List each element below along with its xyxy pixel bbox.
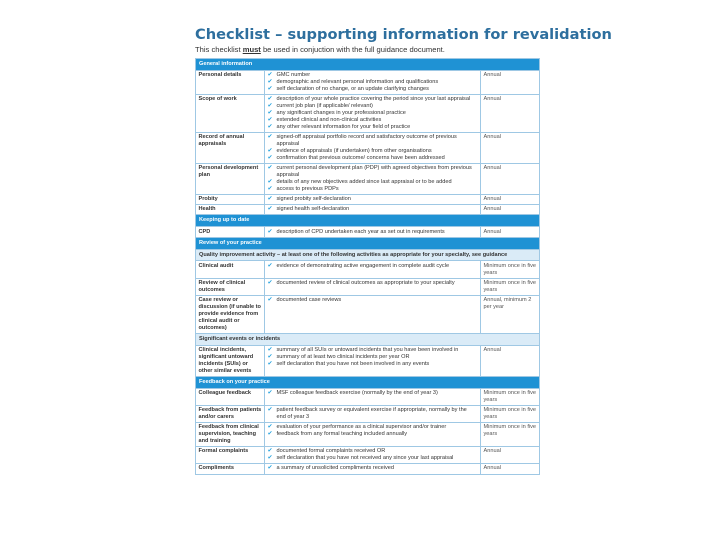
checklist-item-text: evaluation of your performance as a clinical supervisor and/or trainer bbox=[276, 424, 447, 431]
check-icon: ✔ bbox=[267, 79, 273, 85]
section-label: Significant events or incidents bbox=[196, 333, 540, 345]
row-items bbox=[265, 261, 481, 278]
row-items bbox=[265, 422, 481, 446]
section-label: Quality improvement activity – at least one of the following activities as appropriate for your specialty, see guidance bbox=[196, 249, 540, 261]
row-label: CPD bbox=[196, 227, 265, 237]
check-icon: ✔ bbox=[267, 196, 273, 203]
checklist-item bbox=[268, 103, 478, 110]
checklist-item-text: evidence of demonstrating active engagement in complete audit cycle bbox=[276, 262, 450, 269]
row-items bbox=[265, 388, 481, 405]
page-subtitle bbox=[195, 45, 539, 54]
checklist-item-text: description of CPD undertaken each year as set out in requirements bbox=[276, 228, 445, 235]
row-frequency: Annual bbox=[481, 163, 540, 194]
row-label: Feedback from clinical supervision, teaching and training bbox=[196, 422, 265, 446]
checklist-item-text: evidence of appraisals (if undertaken) from other organisations bbox=[276, 147, 432, 154]
subtitle-after: be used in conjuction with the full guidance document. bbox=[260, 45, 445, 54]
checklist-item bbox=[268, 297, 478, 304]
section-label: Review of your practice bbox=[196, 237, 540, 249]
checklist-item bbox=[268, 155, 478, 162]
checklist-item bbox=[268, 347, 478, 354]
section-header bbox=[196, 237, 540, 249]
section-header bbox=[196, 215, 540, 227]
checklist-item-text: any significant changes in your professional practice bbox=[276, 110, 406, 116]
checklist-item bbox=[268, 72, 478, 79]
checklist-item-text: self declaration that you have not been involved in any events bbox=[276, 360, 430, 367]
table-row bbox=[196, 205, 540, 215]
row-items bbox=[265, 295, 481, 333]
check-icon: ✔ bbox=[267, 448, 273, 455]
table-row bbox=[196, 163, 540, 194]
row-frequency: Minimum once in five years bbox=[481, 422, 540, 446]
checklist-item-text: signed probity self-declaration bbox=[276, 196, 351, 203]
row-label: Clinical audit bbox=[196, 261, 265, 278]
check-icon: ✔ bbox=[267, 279, 273, 286]
checklist-item-text: access to previous PDPs bbox=[276, 185, 339, 192]
row-frequency: Annual bbox=[481, 464, 540, 474]
row-items bbox=[265, 464, 481, 474]
check-icon: ✔ bbox=[267, 206, 273, 213]
checklist-item-text: summary of at least two clinical incidents per year OR bbox=[276, 353, 410, 360]
row-label: Personal details bbox=[196, 70, 265, 94]
check-icon: ✔ bbox=[267, 154, 273, 161]
check-icon: ✔ bbox=[267, 110, 273, 116]
checklist-item bbox=[268, 424, 478, 431]
checklist-item bbox=[268, 465, 478, 472]
checklist-item bbox=[268, 165, 478, 179]
checklist-item-text: summary of all SUIs or untoward incidents that you have been involved in bbox=[276, 346, 459, 353]
row-frequency: Annual bbox=[481, 70, 540, 94]
subsection-header bbox=[196, 249, 540, 261]
checklist-table bbox=[195, 58, 540, 475]
row-label: Record of annual appraisals bbox=[196, 132, 265, 163]
table-row bbox=[196, 132, 540, 163]
table-row bbox=[196, 464, 540, 474]
row-frequency: Minimum once in five years bbox=[481, 261, 540, 278]
table-row bbox=[196, 261, 540, 278]
subtitle-before: This checklist bbox=[195, 45, 243, 54]
subtitle-emphasis: must bbox=[242, 45, 261, 54]
table-row bbox=[196, 422, 540, 446]
checklist-item bbox=[268, 134, 478, 148]
checklist-item-text: demographic and relevant personal information and qualifications bbox=[276, 79, 439, 85]
section-header bbox=[196, 59, 540, 71]
check-icon: ✔ bbox=[267, 431, 273, 438]
checklist-item bbox=[268, 448, 478, 455]
check-icon: ✔ bbox=[267, 165, 273, 172]
check-icon: ✔ bbox=[267, 116, 273, 123]
row-frequency: Annual bbox=[481, 95, 540, 133]
row-items bbox=[265, 95, 481, 133]
table-row bbox=[196, 70, 540, 94]
checklist-item-text: details of any new objectives added since last appraisal or to be added bbox=[276, 178, 452, 185]
table-row bbox=[196, 405, 540, 422]
page-title: Checklist – supporting information for revalidation bbox=[195, 26, 612, 43]
checklist-item-text: signed-off appraisal portfolio record and satisfactory outcome of previous appraisal bbox=[276, 134, 457, 147]
check-icon: ✔ bbox=[267, 185, 273, 192]
checklist-item bbox=[268, 186, 478, 193]
table-row bbox=[196, 95, 540, 133]
check-icon: ✔ bbox=[267, 262, 273, 269]
check-icon: ✔ bbox=[267, 228, 273, 235]
checklist-item-text: any other relevant information for your field of practice bbox=[276, 123, 411, 130]
checklist-item bbox=[268, 390, 478, 397]
row-items bbox=[265, 205, 481, 215]
row-label: Colleague feedback bbox=[196, 388, 265, 405]
checklist-item bbox=[268, 86, 478, 93]
row-frequency: Minimum once in five years bbox=[481, 278, 540, 295]
row-label: Formal complaints bbox=[196, 447, 265, 464]
checklist-item bbox=[268, 229, 478, 236]
row-label: Review of clinical outcomes bbox=[196, 278, 265, 295]
row-frequency: Annual bbox=[481, 345, 540, 376]
section-label: General information bbox=[196, 59, 540, 71]
check-icon: ✔ bbox=[267, 455, 273, 462]
check-icon: ✔ bbox=[267, 147, 273, 154]
row-items bbox=[265, 345, 481, 376]
checklist-item bbox=[268, 179, 478, 186]
checklist-item bbox=[268, 110, 478, 117]
row-frequency: Annual bbox=[481, 447, 540, 464]
row-items bbox=[265, 194, 481, 204]
row-label: Health bbox=[196, 205, 265, 215]
checklist-item-text: documented formal complaints received OR bbox=[276, 448, 386, 455]
checklist-item bbox=[268, 124, 478, 131]
checklist-item bbox=[268, 431, 478, 438]
checklist-item-text: description of your whole practice covering the period since your last appraisal bbox=[276, 96, 471, 103]
table-row bbox=[196, 388, 540, 405]
row-label: Clinical incidents, significant untoward incidents (SUIs) or other similar events bbox=[196, 345, 265, 376]
check-icon: ✔ bbox=[267, 424, 273, 431]
row-frequency: Annual bbox=[481, 205, 540, 215]
checklist-item-text: current personal development plan (PDP) with agreed objectives from previous appraisal bbox=[276, 165, 472, 178]
checklist-item bbox=[268, 361, 478, 368]
row-label: Probity bbox=[196, 194, 265, 204]
row-label: Personal development plan bbox=[196, 163, 265, 194]
check-icon: ✔ bbox=[267, 346, 273, 353]
check-icon: ✔ bbox=[267, 123, 273, 130]
row-frequency: Minimum once in five years bbox=[481, 405, 540, 422]
check-icon: ✔ bbox=[267, 389, 273, 396]
checklist-item bbox=[268, 206, 478, 213]
check-icon: ✔ bbox=[267, 96, 273, 103]
check-icon: ✔ bbox=[267, 85, 273, 92]
row-label: Case review or discussion (if unable to provide evidence from clinical audit or outcomes) bbox=[196, 295, 265, 333]
checklist-item bbox=[268, 407, 478, 421]
row-items bbox=[265, 227, 481, 237]
table-row bbox=[196, 227, 540, 237]
table-row bbox=[196, 447, 540, 464]
section-label: Feedback on your practice bbox=[196, 376, 540, 388]
table-row bbox=[196, 194, 540, 204]
row-frequency: Annual bbox=[481, 132, 540, 163]
section-label: Keeping up to date bbox=[196, 215, 540, 227]
checklist-item-text: confirmation that previous outcome/ concerns have been addressed bbox=[276, 154, 445, 161]
row-items bbox=[265, 132, 481, 163]
checklist-item bbox=[268, 79, 478, 86]
checklist-item-text: feedback from any formal teaching included annually bbox=[276, 431, 408, 438]
document-page bbox=[195, 26, 612, 475]
checklist-item-text: MSF colleague feedback exercise (normally by the end of year 3) bbox=[276, 389, 438, 396]
check-icon: ✔ bbox=[267, 360, 273, 367]
check-icon: ✔ bbox=[267, 406, 273, 413]
row-frequency: Annual bbox=[481, 194, 540, 204]
checklist-item-text: signed health self-declaration bbox=[276, 206, 350, 213]
checklist-item bbox=[268, 148, 478, 155]
row-label: Compliments bbox=[196, 464, 265, 474]
check-icon: ✔ bbox=[267, 72, 273, 79]
checklist-item bbox=[268, 117, 478, 124]
table-row bbox=[196, 295, 540, 333]
check-icon: ✔ bbox=[267, 297, 273, 304]
table-row bbox=[196, 345, 540, 376]
row-items bbox=[265, 70, 481, 94]
checklist-item bbox=[268, 455, 478, 462]
row-items bbox=[265, 163, 481, 194]
checklist-item bbox=[268, 263, 478, 270]
checklist-item-text: GMC number bbox=[276, 72, 311, 79]
checklist-item-text: self declaration that you have not received any since your last appraisal bbox=[276, 455, 454, 462]
checklist-item bbox=[268, 280, 478, 287]
row-frequency: Annual bbox=[481, 227, 540, 237]
checklist-item-text: documented review of clinical outcomes as appropriate to your specialty bbox=[276, 279, 455, 286]
check-icon: ✔ bbox=[267, 465, 273, 472]
checklist-item bbox=[268, 354, 478, 361]
row-frequency: Annual, minimum 2 per year bbox=[481, 295, 540, 333]
checklist-item-text: a summary of unsolicited compliments received bbox=[276, 465, 395, 472]
check-icon: ✔ bbox=[267, 178, 273, 185]
check-icon: ✔ bbox=[267, 134, 273, 141]
subsection-header bbox=[196, 333, 540, 345]
row-frequency: Minimum once in five years bbox=[481, 388, 540, 405]
checklist-item-text: current job plan (if applicable/ relevant) bbox=[276, 103, 373, 110]
row-items bbox=[265, 447, 481, 464]
row-label: Scope of work bbox=[196, 95, 265, 133]
checklist-item bbox=[268, 96, 478, 103]
checklist-item-text: extended clinical and non-clinical activities bbox=[276, 116, 382, 123]
check-icon: ✔ bbox=[267, 353, 273, 360]
row-label: Feedback from patients and/or carers bbox=[196, 405, 265, 422]
section-header bbox=[196, 376, 540, 388]
checklist-item-text: patient feedback survey or equivalent exercise if appropriate, normally by the end of year 3 bbox=[276, 406, 467, 420]
checklist-item-text: documented case reviews bbox=[276, 297, 342, 304]
check-icon: ✔ bbox=[267, 103, 273, 110]
row-items bbox=[265, 278, 481, 295]
table-row bbox=[196, 278, 540, 295]
checklist-item bbox=[268, 196, 478, 203]
checklist-item-text: self declaration of no change, or an update clarifying changes bbox=[276, 85, 429, 92]
row-items bbox=[265, 405, 481, 422]
